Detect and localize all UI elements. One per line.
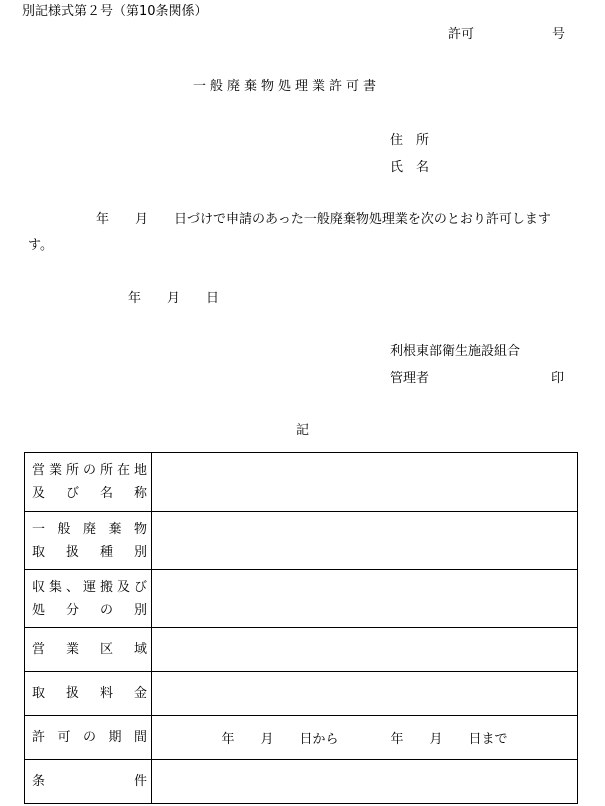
row-label-line: 一般廃棄物 [32,521,147,537]
table-row [25,628,578,672]
permit-detail-table [24,452,578,804]
row-label-line: 及び名称 [32,486,147,501]
table-row [25,760,578,804]
body-text-line-2: す。 [28,238,53,253]
issuer-title: 管理者 [390,371,430,386]
table-row [25,716,578,760]
row-value [152,760,578,804]
row-value [152,570,578,628]
row-label-line: 取扱料金 [32,686,147,701]
row-label [25,760,152,804]
permit-number-label: 許可 [448,27,475,42]
row-value [152,628,578,672]
row-label-line: 収集、運搬及び [32,579,147,595]
row-label [25,570,152,628]
row-value [152,512,578,570]
table-row [25,512,578,570]
row-value [152,716,578,760]
name-label: 氏 名 [390,160,430,175]
ki-label: 記 [296,423,310,438]
row-label [25,453,152,512]
table-row [25,672,578,716]
permit-number-suffix: 号 [552,27,566,42]
row-label [25,628,152,672]
body-text-line-1: 年 月 日づけで申請のあった一般廃棄物処理業を次のとおり許可します [96,212,551,227]
row-value [152,672,578,716]
row-label [25,672,152,716]
row-label-line: 営業所の所在地 [32,463,147,478]
seal-mark: 印 [551,371,565,386]
table-row [25,570,578,628]
address-label: 住 所 [390,133,430,148]
row-label [25,716,152,760]
row-label-line: 取扱種別 [32,544,147,560]
row-label-line: 営業区域 [32,642,147,657]
issuer-organization: 利根東部衛生施設組合 [390,344,521,359]
form-label: 別記様式第２号（第10条関係） [22,4,208,19]
permit-period-value: 年 月 日から 年 月 日まで [221,732,508,747]
row-value [152,453,578,512]
document-title: 一般廃棄物処理業許可書 [193,79,381,94]
row-label-line: 処分の別 [32,602,147,618]
row-label-line: 条件 [32,774,147,789]
issue-date: 年 月 日 [128,291,220,306]
row-label [25,512,152,570]
row-label-line: 許可の期間 [32,730,147,745]
table-row [25,453,578,512]
